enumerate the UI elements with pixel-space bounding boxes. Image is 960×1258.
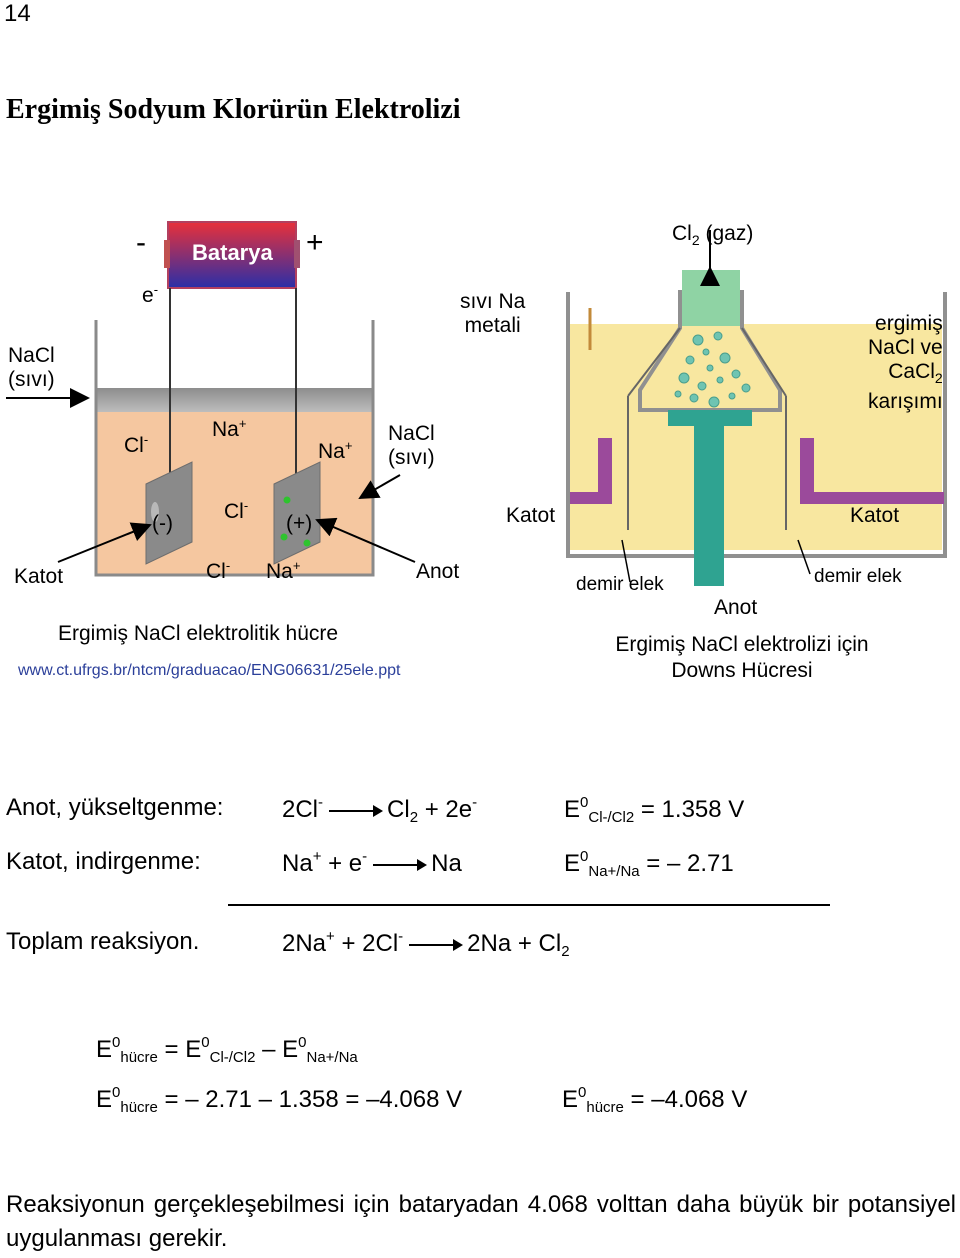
cell-potential-calculation: $E^0_{hücre}$ = – 2.71 – 1.358 = –4.068 V xyxy=(96,1084,463,1116)
iron-mesh-left-label: demir elek xyxy=(576,574,664,595)
cathode-reaction: Na+ + e- Na xyxy=(282,848,462,877)
chlorine-gas-label: $Cl_2$ (gaz) xyxy=(672,222,754,249)
anode-rod xyxy=(694,414,724,586)
anode-sign: (+) xyxy=(286,512,313,535)
anode-reaction-label: Anot, yükseltgenme: xyxy=(6,794,224,821)
reaction-arrow xyxy=(329,810,381,812)
chloride-ion: Cl- xyxy=(224,498,249,523)
liquid-sodium-label: sıvı Na metali xyxy=(460,290,526,337)
katot-left-label: Katot xyxy=(506,504,556,527)
cathode-sign: (-) xyxy=(152,512,173,535)
anode-head xyxy=(668,410,752,426)
nacl-right-label: NaCl (sıvı) xyxy=(388,422,435,469)
iron-mesh-right-label: demir elek xyxy=(814,566,902,587)
cell-potential-result: $E^0_{hücre} = -4.068$ V xyxy=(562,1084,748,1116)
conclusion-paragraph: Reaksiyonun gerçekleşebilmesi için bataryadan 4.068 volttan daha büyük bir potansiyel uygulanması gerekir. xyxy=(6,1191,956,1252)
cathode-reaction-label: Katot, indirgenme: xyxy=(6,848,201,875)
anot-label: Anot xyxy=(416,560,460,583)
sodium-ion: Na+ xyxy=(266,558,301,583)
nacl-left-label: NaCl (sıvı) xyxy=(8,344,55,391)
left-figure-caption: Ergimiş NaCl elektrolitik hücre xyxy=(58,622,339,645)
page-title: Ergimiş Sodyum Klorürün Elektrolizi xyxy=(6,94,461,125)
gas-bubble xyxy=(284,497,291,504)
negative-terminal-sign: - xyxy=(136,226,146,259)
anode-reaction: 2Cl- $Cl_2 + 2e^-$ xyxy=(282,794,478,826)
chloride-ion: Cl- xyxy=(206,558,231,583)
chlorine-outlet-tube xyxy=(682,270,740,326)
source-url: www.ct.ufrgs.br/ntcm/graduacao/ENG06631/25ele.ppt xyxy=(18,662,401,679)
cathode-right xyxy=(800,438,814,500)
electron-label: e- xyxy=(142,282,159,307)
total-reaction-label: Toplam reaksiyon. xyxy=(6,928,200,955)
total-reaction: 2Na+ + 2Cl- $2Na + Cl_2$ xyxy=(282,928,570,960)
cathode-potential: $E^0_{Na+/Na}$ = – 2.71 xyxy=(564,848,734,880)
page-number: 14 xyxy=(4,0,31,27)
chloride-ion: Cl- xyxy=(124,432,149,457)
katot-right-label: Katot xyxy=(850,504,900,527)
katot-label: Katot xyxy=(14,565,64,588)
reaction-arrow xyxy=(409,944,461,946)
right-figure-caption: Ergimiş NaCl elektrolizi için Downs Hücresi xyxy=(615,633,869,682)
reaction-arrow xyxy=(373,864,425,866)
electrolyte-surface xyxy=(96,388,373,412)
sodium-ion: Na+ xyxy=(318,438,353,463)
sodium-ion: Na+ xyxy=(212,416,247,441)
cathode-left xyxy=(598,438,612,500)
cell-potential-formula: $E^0_{hücre} = E^0_{Cl-/Cl2} - E^0_{Na+/Na}$ xyxy=(96,1034,358,1066)
anot-label-right: Anot xyxy=(714,596,758,619)
mixture-label: ergimiş NaCl ve CaCl$_2$ karışımı xyxy=(868,312,943,414)
gas-bubble xyxy=(304,540,311,547)
sum-rule xyxy=(228,904,830,906)
positive-terminal-sign: + xyxy=(306,226,324,259)
battery-label: Batarya xyxy=(192,240,273,265)
anode-potential: $E^0_{Cl-/Cl2} = 1.358$ V xyxy=(564,794,745,826)
